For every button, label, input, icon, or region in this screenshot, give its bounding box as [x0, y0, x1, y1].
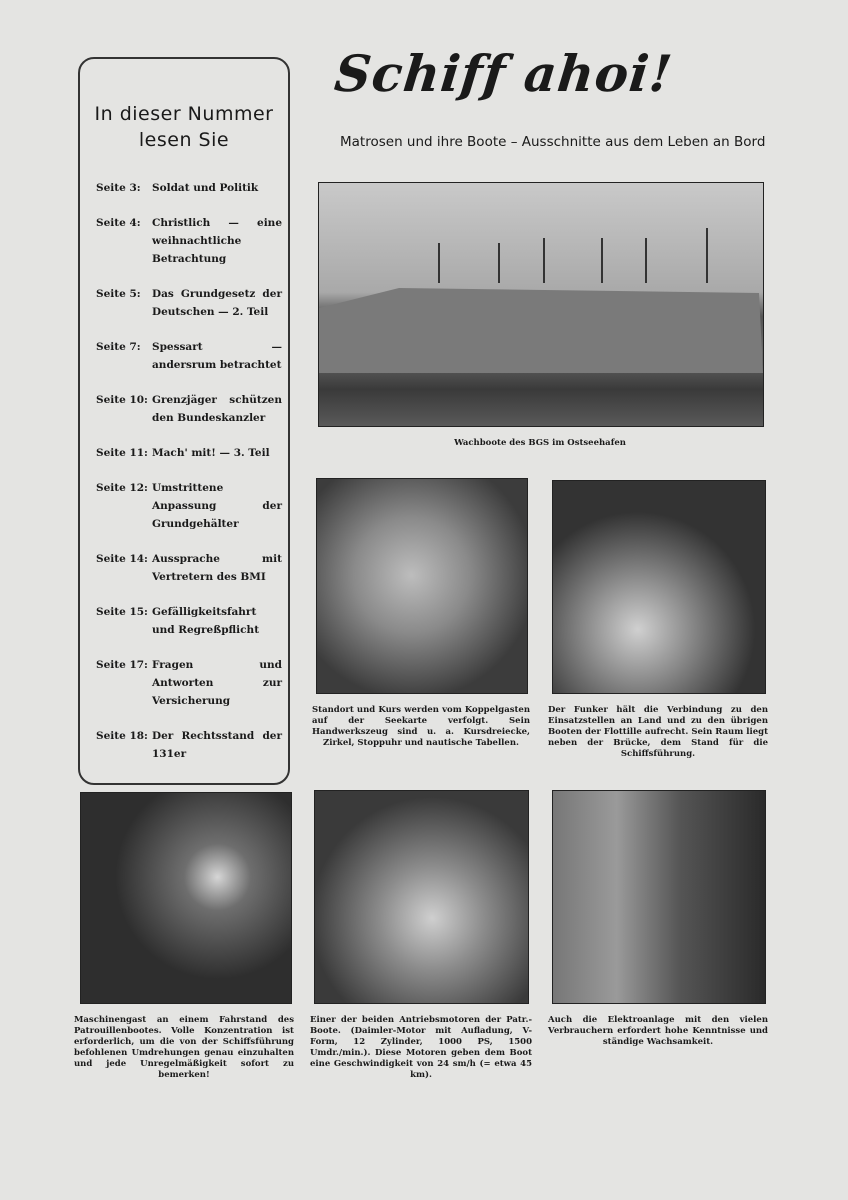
- toc-item: [96, 727, 282, 763]
- toc-item-title: Christlich — eine weihnachtliche Betrachtung: [152, 217, 282, 265]
- toc-page-number: Seite 3:: [96, 182, 141, 194]
- toc-item-title: Der Rechtsstand der 131er: [152, 730, 282, 760]
- toc-item-title: Fragen und Antworten zur Versicherung: [152, 659, 282, 707]
- toc-page-number: Seite 14:: [96, 553, 148, 565]
- photo-motor: [314, 790, 529, 1004]
- toc-item-title: Gefälligkeitsfahrt und Regreßpflicht: [152, 606, 260, 636]
- caption-navigator: Standort und Kurs werden vom Koppelgasten auf der Seekarte verfolgt. Sein Handwerkszeug sind u. a. Kursdreiecke, Zirkel, Stoppuhr und nautische Tabellen.: [312, 705, 530, 748]
- toc-heading-line1: In dieser Nummer: [94, 103, 274, 125]
- caption-motor: Einer der beiden Antriebsmotoren der Patr.-Boote. (Daimler-Motor mit Aufladung, V-Form, 12 Zylinder, 1000 PS, 1500 Umdr./min.). Diese Motoren geben dem Boot eine Geschwindigkeit von 24 sm/h (= etwa 45 km).: [310, 1015, 532, 1080]
- boats-illustration: [319, 183, 763, 426]
- caption-boats: Wachboote des BGS im Ostseehafen: [454, 438, 626, 448]
- toc-item-title: Mach' mit! — 3. Teil: [152, 447, 270, 459]
- photo-navigator: [316, 478, 528, 694]
- caption-radio: Der Funker hält die Verbindung zu den Einsatzstellen an Land und zu den übrigen Booten der Flottille aufrecht. Sein Raum liegt neben der Brücke, dem Stand für die Schiffsführung.: [548, 705, 768, 759]
- photo-patrol-boats: [318, 182, 764, 427]
- photo-radio-operator: [552, 480, 766, 694]
- article-subtitle: Matrosen und ihre Boote – Ausschnitte aus dem Leben an Bord: [340, 134, 766, 150]
- toc-page-number: Seite 17:: [96, 659, 148, 671]
- toc-item: [96, 444, 282, 462]
- toc-item: [96, 391, 282, 427]
- toc-item-title: Spessart — andersrum betrachtet: [152, 341, 282, 371]
- toc-item: [96, 656, 282, 710]
- article-title: Schiff ahoi!: [331, 44, 676, 103]
- photo-engine-station: [80, 792, 292, 1004]
- caption-engine-station: Maschinengast an einem Fahrstand des Patrouillenbootes. Volle Konzentration ist erforderlich, um die von der Schiffsführung befohlenen Umdrehungen genau einzuhalten und jede Unregelmäßigkeit sofort zu bemerken!: [74, 1015, 294, 1080]
- toc-page-number: Seite 11:: [96, 447, 148, 459]
- table-of-contents: [78, 57, 290, 785]
- toc-page-number: Seite 15:: [96, 606, 148, 618]
- toc-page-number: Seite 5:: [96, 288, 141, 300]
- toc-item-title: Grenzjäger schützen den Bundeskanzler: [152, 394, 282, 424]
- photo-electrical: [552, 790, 766, 1004]
- toc-item: [96, 603, 282, 639]
- caption-electrical: Auch die Elektroanlage mit den vielen Verbrauchern erfordert hohe Kenntnisse und ständige Wachsamkeit.: [548, 1015, 768, 1047]
- toc-list: [96, 179, 282, 780]
- toc-item: [96, 550, 282, 586]
- toc-item: [96, 338, 282, 374]
- toc-heading: [80, 101, 288, 153]
- toc-item-title: Aussprache mit Vertretern des BMI: [152, 553, 282, 583]
- toc-item: [96, 285, 282, 321]
- toc-item-title: Soldat und Politik: [152, 182, 259, 194]
- toc-page-number: Seite 18:: [96, 730, 148, 742]
- toc-page-number: Seite 7:: [96, 341, 141, 353]
- toc-item-title: Umstrittene Anpassung der Grundgehälter: [152, 482, 282, 530]
- toc-item: [96, 214, 282, 268]
- toc-item: [96, 179, 282, 197]
- toc-page-number: Seite 12:: [96, 482, 148, 494]
- toc-item: [96, 479, 282, 533]
- toc-page-number: Seite 4:: [96, 217, 141, 229]
- toc-page-number: Seite 10:: [96, 394, 148, 406]
- toc-item-title: Das Grundgesetz der Deutschen — 2. Teil: [152, 288, 282, 318]
- toc-heading-line2: lesen Sie: [138, 129, 230, 151]
